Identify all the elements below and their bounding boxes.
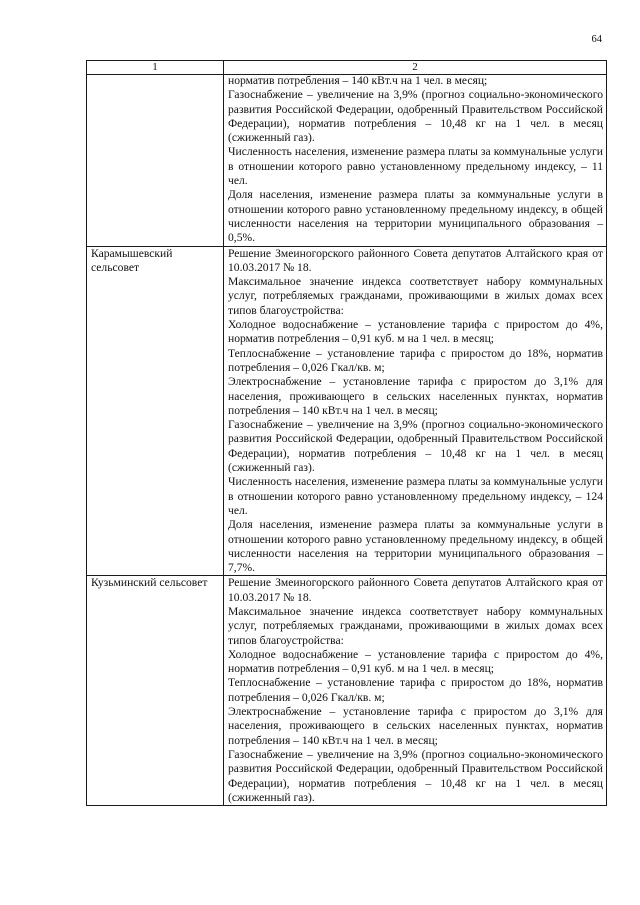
column-header-1: 1 [87, 61, 224, 75]
page-number: 64 [591, 34, 602, 45]
region-cell [87, 75, 224, 247]
paragraph: Газоснабжение – увеличение на 3,9% (прогноз социально-экономического развития Российской Федерации, одобренный Правительством Российской Федерации), норматив потребления – 10,48 кг на 1 чел. в месяц (сжиженный газ). [228, 418, 603, 475]
paragraph: Доля населения, изменение размера платы за коммунальные услуги в отношении которого равно установленному предельному индексу, в общей численности населения на территории муниципального образования – 0,5%. [228, 188, 603, 245]
paragraph: Доля населения, изменение размера платы за коммунальные услуги в отношении которого равно установленному предельному индексу, в общей численности населения на территории муниципального образования – 7,7%. [228, 518, 603, 575]
paragraph: норматив потребления – 140 кВт.ч на 1 чел. в месяц; [228, 74, 488, 87]
table-row-karamyshevsky [87, 246, 607, 576]
paragraph: Холодное водоснабжение – установление тарифа с приростом до 4%, норматив потребления – 0,91 куб. м на 1 чел. в месяц; [228, 647, 603, 676]
table-row-kuzminsky [87, 576, 607, 806]
paragraph: Газоснабжение – увеличение на 3,9% (прогноз социально-экономического развития Российской Федерации, одобренный Правительством Российской Федерации), норматив потребления – 10,48 кг на 1 чел. в месяц (сжиженный газ). [228, 747, 603, 804]
paragraph: Решение Змеиногорского районного Совета депутатов Алтайского края от 10.03.2017 № 18. [228, 246, 603, 274]
paragraph: Решение Змеиногорского районного Совета депутатов Алтайского края от 10.03.2017 № 18. [228, 576, 603, 604]
paragraph: Газоснабжение – увеличение на 3,9% (прогноз социально-экономического развития Российской Федерации, одобренный Правительством Российской Федерации), норматив потребления – 10,48 кг на 1 чел. в месяц (сжиженный газ). [228, 88, 603, 145]
region-cell: Карамышевский сельсовет [87, 246, 224, 576]
table-row-continuation [87, 75, 607, 247]
paragraph: Численность населения, изменение размера платы за коммунальные услуги в отношении которого равно установленному предельному индексу, – 124 чел. [228, 475, 603, 517]
paragraph: Электроснабжение – установление тарифа с приростом до 3,1% для населения, проживающего в сельских населенных пунктах, норматив потребления – 140 кВт.ч на 1 чел. в месяц; [228, 375, 603, 417]
paragraph: Холодное водоснабжение – установление тарифа с приростом до 4%, норматив потребления – 0,91 куб. м на 1 чел. в месяц; [228, 318, 603, 346]
paragraph: Теплоснабжение – установление тарифа с приростом до 18%, норматив потребления – 0,026 Гкал/кв. м; [228, 346, 603, 374]
paragraph: Электроснабжение – установление тарифа с приростом до 3,1% для населения, проживающего в сельских населенных пунктах, норматив потребления – 140 кВт.ч на 1 чел. в месяц; [228, 705, 603, 747]
description-cell [224, 75, 607, 247]
description-cell [224, 576, 607, 806]
table-header-row [87, 61, 607, 75]
paragraph: Максимальное значение индекса соответствует набору коммунальных услуг, потребляемых гражданами, проживающими в жилых домах всех типов благоустройства: [228, 275, 603, 317]
description-cell [224, 246, 607, 576]
paragraph: Теплоснабжение – установление тарифа с приростом до 18%, норматив потребления – 0,026 Гкал/кв. м; [228, 676, 603, 704]
column-header-2: 2 [224, 61, 607, 75]
paragraph: Численность населения, изменение размера платы за коммунальные услуги в отношении которого равно установленному предельному индексу, – 11 чел. [228, 145, 603, 188]
paragraph: Максимальное значение индекса соответствует набору коммунальных услуг, потребляемых гражданами, проживающими в жилых домах всех типов благоустройства: [228, 604, 603, 647]
region-cell: Кузьминский сельсовет [87, 576, 224, 806]
municipal-index-table [86, 60, 607, 806]
